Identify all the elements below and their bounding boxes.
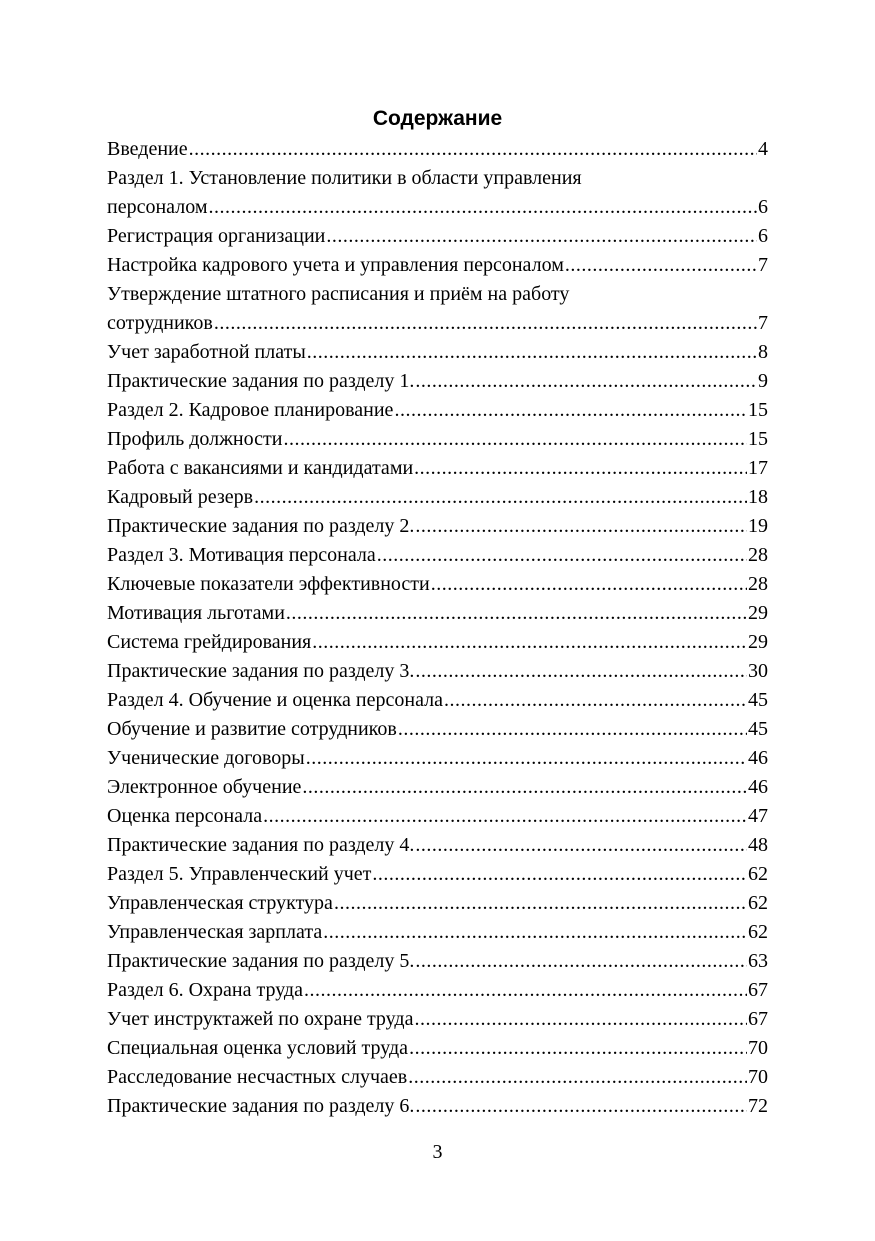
toc-entry-title: Раздел 4. Обучение и оценка персонала (107, 689, 443, 711)
toc-entry[interactable] (107, 425, 768, 454)
toc-entry-title: Ключевые показатели эффективности (107, 573, 430, 595)
toc-dot-leader (254, 483, 747, 512)
toc-entry[interactable] (107, 135, 768, 164)
toc-entry-title: сотрудников (107, 312, 213, 334)
toc-entry-page: 72 (748, 1095, 768, 1117)
toc-dot-leader (302, 773, 747, 802)
toc-entry[interactable] (107, 686, 768, 715)
toc-dot-leader (306, 744, 747, 773)
toc-dot-leader (263, 802, 747, 831)
toc-entry-page: 67 (748, 1008, 768, 1030)
toc-entry-page: 15 (748, 428, 768, 450)
toc-entry-title: Профиль должности (107, 428, 283, 450)
toc-dot-leader (286, 599, 747, 628)
toc-entry-title: Электронное обучение (107, 776, 302, 798)
toc-entry-page: 63 (748, 950, 768, 972)
toc-entry[interactable] (107, 541, 768, 570)
toc-entry[interactable] (107, 715, 768, 744)
toc-entry-page: 70 (748, 1066, 768, 1088)
toc-dot-leader (415, 947, 747, 976)
toc-entry[interactable] (107, 1005, 768, 1034)
toc-entry[interactable] (107, 222, 768, 251)
toc-entry[interactable] (107, 512, 768, 541)
toc-dot-leader (323, 918, 747, 947)
toc-entry-title: Практические задания по разделу 5. (107, 950, 415, 972)
toc-entry-title: Регистрация организации (107, 225, 326, 247)
toc-entry-title: Работа с вакансиями и кандидатами (107, 457, 414, 479)
toc-entry[interactable] (107, 773, 768, 802)
page-number: 3 (432, 1141, 443, 1163)
toc-dot-leader (326, 222, 757, 251)
toc-entry-page: 4 (758, 138, 768, 160)
toc-entry[interactable] (107, 164, 768, 222)
toc-entry[interactable] (107, 657, 768, 686)
toc-entry[interactable] (107, 570, 768, 599)
toc-entry-title: Учет заработной платы (107, 341, 306, 363)
toc-entry-title: Практические задания по разделу 3. (107, 660, 415, 682)
toc-entry-title: Специальная оценка условий труда (107, 1037, 409, 1059)
toc-entry-title: Настройка кадрового учета и управления персоналом (107, 254, 564, 276)
toc-entry-title: Введение (107, 138, 188, 160)
toc-entry[interactable] (107, 280, 768, 338)
toc-entry-page: 70 (748, 1037, 768, 1059)
toc-entry[interactable] (107, 802, 768, 831)
toc-dot-leader (312, 628, 747, 657)
toc-entry[interactable] (107, 483, 768, 512)
toc-entry-page: 62 (748, 863, 768, 885)
toc-dot-leader (304, 976, 747, 1005)
toc-dot-leader (415, 512, 747, 541)
toc-entry[interactable] (107, 1063, 768, 1092)
toc-entry-page: 8 (758, 341, 768, 363)
page-title: Содержание (372, 107, 503, 130)
toc-entry[interactable] (107, 976, 768, 1005)
toc-entry-page: 48 (748, 834, 768, 856)
toc-entry[interactable] (107, 338, 768, 367)
toc-entry-title: Обучение и развитие сотрудников (107, 718, 397, 740)
toc-entry[interactable] (107, 1092, 768, 1121)
toc-dot-leader (214, 309, 757, 338)
toc-entry[interactable] (107, 396, 768, 425)
toc-entry-title: Раздел 3. Мотивация персонала (107, 544, 376, 566)
toc-entry[interactable] (107, 367, 768, 396)
toc-entry-page: 19 (748, 515, 768, 537)
toc-entry-title: Система грейдирования (107, 631, 312, 653)
toc-dot-leader (444, 686, 747, 715)
toc-entry-title: Практические задания по разделу 1. (107, 370, 415, 392)
toc-dot-leader (409, 1034, 747, 1063)
toc-entry-page: 18 (748, 486, 768, 508)
toc-entry-title: Мотивация льготами (107, 602, 285, 624)
toc-entry-page: 47 (748, 805, 768, 827)
toc-entry-page: 17 (748, 457, 768, 479)
toc-entry-page: 62 (748, 892, 768, 914)
toc-dot-leader (208, 193, 757, 222)
toc-entry-page: 46 (748, 776, 768, 798)
toc-entry[interactable] (107, 628, 768, 657)
toc-dot-leader (565, 251, 757, 280)
toc-entry-title: Оценка персонала (107, 805, 263, 827)
toc-dot-leader (189, 135, 757, 164)
toc-entry-page: 7 (758, 254, 768, 276)
toc-entry[interactable] (107, 889, 768, 918)
toc-dot-leader (408, 1063, 747, 1092)
toc-entry[interactable] (107, 599, 768, 628)
toc-dot-leader (431, 570, 747, 599)
toc-entry[interactable] (107, 744, 768, 773)
toc-entry-page: 29 (748, 631, 768, 653)
toc-dot-leader (415, 367, 757, 396)
toc-entry-page: 30 (748, 660, 768, 682)
toc-entry[interactable] (107, 831, 768, 860)
toc-entry[interactable] (107, 1034, 768, 1063)
toc-entry[interactable] (107, 860, 768, 889)
toc-entry-title: Практические задания по разделу 6. (107, 1095, 415, 1117)
toc-dot-leader (334, 889, 747, 918)
toc-dot-leader (415, 1092, 747, 1121)
toc-entry-title: Практические задания по разделу 4. (107, 834, 415, 856)
toc-entry-page: 46 (748, 747, 768, 769)
toc-entry[interactable] (107, 947, 768, 976)
toc-entry-title: Раздел 2. Кадровое планирование (107, 399, 394, 421)
toc-entry-page: 28 (748, 573, 768, 595)
toc-entry-title: Раздел 6. Охрана труда (107, 979, 303, 1001)
toc-dot-leader (414, 1005, 747, 1034)
toc-entry-title: Раздел 5. Управленческий учет (107, 863, 372, 885)
toc-dot-leader (415, 657, 747, 686)
toc-dot-leader (283, 425, 747, 454)
toc-entry-title: Практические задания по разделу 2. (107, 515, 415, 537)
toc-entry-title: Управленческая зарплата (107, 921, 323, 943)
toc-entry-page: 67 (748, 979, 768, 1001)
toc-entry-page: 62 (748, 921, 768, 943)
toc-dot-leader (394, 396, 747, 425)
toc-entry[interactable] (107, 454, 768, 483)
toc-entry-title: Кадровый резерв (107, 486, 254, 508)
toc-dot-leader (307, 338, 757, 367)
toc-entry-page: 15 (748, 399, 768, 421)
toc-entry-page: 7 (758, 312, 768, 334)
toc-entry-title: Учет инструктажей по охране труда (107, 1008, 414, 1030)
toc-entry-title: персоналом (107, 196, 208, 218)
toc-dot-leader (398, 715, 747, 744)
toc-dot-leader (414, 454, 747, 483)
toc-entry-page: 9 (758, 370, 768, 392)
toc-entry-title: Ученические договоры (107, 747, 305, 769)
toc-entry-page: 45 (748, 718, 768, 740)
toc-entry-page: 45 (748, 689, 768, 711)
toc-dot-leader (372, 860, 747, 889)
toc-entry-title: Расследование несчастных случаев (107, 1066, 408, 1088)
table-of-contents (107, 135, 768, 1121)
toc-entry-title: Утверждение штатного расписания и приём на работу (107, 283, 570, 305)
toc-entry-page: 6 (758, 196, 768, 218)
toc-entry-title: Управленческая структура (107, 892, 333, 914)
toc-dot-leader (415, 831, 747, 860)
toc-entry-title: Раздел 1. Установление политики в области управления (107, 167, 582, 189)
toc-dot-leader (377, 541, 747, 570)
toc-entry[interactable] (107, 918, 768, 947)
toc-entry[interactable] (107, 251, 768, 280)
toc-entry-page: 29 (748, 602, 768, 624)
toc-entry-page: 6 (758, 225, 768, 247)
toc-entry-page: 28 (748, 544, 768, 566)
